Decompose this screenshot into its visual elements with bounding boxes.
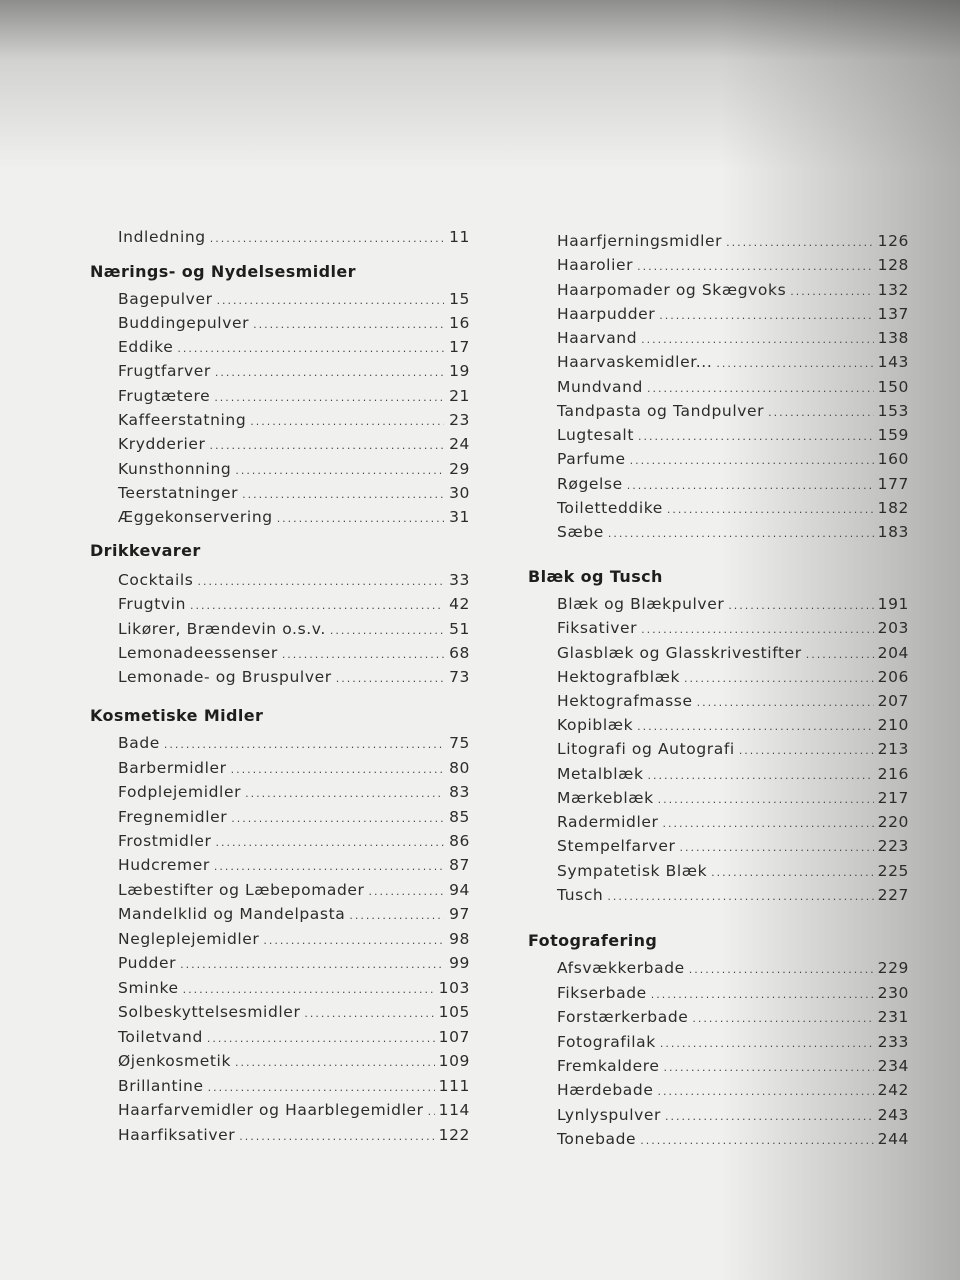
toc-entry	[118, 1052, 470, 1070]
leader-dots	[664, 1061, 874, 1074]
entry-label: Likører, Brændevin o.s.v.	[118, 620, 326, 638]
leader-dots	[214, 860, 444, 873]
leader-dots	[207, 1032, 435, 1045]
leader-dots	[768, 406, 873, 419]
toc-entry	[557, 1008, 909, 1026]
leader-dots	[235, 464, 444, 477]
leader-dots	[250, 415, 444, 428]
entry-label: Haarvaskemidler...	[557, 353, 713, 371]
entry-page: 138	[877, 329, 909, 347]
entry-label: Øjenkosmetik	[118, 1052, 232, 1070]
toc-entry	[557, 886, 909, 904]
toc-entry	[118, 930, 470, 948]
leader-dots	[282, 648, 444, 661]
leader-dots	[277, 512, 444, 525]
toc-entry	[557, 1081, 909, 1099]
leader-dots	[662, 817, 873, 830]
toc-entry	[118, 362, 470, 380]
entry-page: 122	[438, 1126, 470, 1144]
toc-entry	[118, 881, 470, 899]
toc-entry	[557, 1057, 909, 1075]
entry-label: Hærdebade	[557, 1081, 654, 1099]
entry-page: 216	[877, 765, 909, 783]
toc-entry	[118, 1126, 470, 1144]
leader-dots	[242, 488, 444, 501]
toc-entry	[557, 426, 909, 444]
entry-label: Fotografilak	[557, 1033, 656, 1051]
entry-label: Afsvækkerbade	[557, 959, 685, 977]
entry-label: Radermidler	[557, 813, 659, 831]
toc-entry	[557, 305, 909, 323]
toc-entry	[557, 1130, 909, 1148]
toc-entry	[118, 290, 470, 308]
entry-page: 230	[877, 984, 909, 1002]
leader-dots	[208, 1081, 435, 1094]
toc-entry	[118, 759, 470, 777]
leader-dots	[215, 366, 444, 379]
entry-label: Eddike	[118, 338, 174, 356]
entry-label: Lemonade- og Bruspulver	[118, 668, 332, 686]
leader-dots	[667, 503, 874, 516]
entry-label: Barbermidler	[118, 759, 227, 777]
leader-dots	[689, 963, 874, 976]
leader-dots	[630, 454, 874, 467]
entry-label: Bade	[118, 734, 160, 752]
entry-label: Mundvand	[557, 378, 643, 396]
entry-page: 30	[449, 484, 470, 502]
entry-page: 153	[877, 402, 909, 420]
leader-dots	[607, 890, 873, 903]
toc-entry	[118, 338, 470, 356]
toc-entry	[557, 256, 909, 274]
toc-entry	[118, 508, 470, 526]
leader-dots	[739, 744, 874, 757]
entry-page: 234	[877, 1057, 909, 1075]
leader-dots	[790, 285, 873, 298]
entry-page: 15	[449, 290, 470, 308]
toc-entry	[118, 387, 470, 405]
toc-entry	[557, 1106, 909, 1124]
entry-label: Fregnemidler	[118, 808, 228, 826]
entry-label: Sæbe	[557, 523, 604, 541]
toc-entry	[557, 475, 909, 493]
leader-dots	[692, 1012, 873, 1025]
toc-entry	[557, 959, 909, 977]
entry-page: 114	[438, 1101, 470, 1119]
entry-page: 177	[877, 475, 909, 493]
leader-dots	[253, 318, 444, 331]
leader-dots	[658, 793, 874, 806]
entry-label: Frugtvin	[118, 595, 187, 613]
leader-dots	[164, 738, 444, 751]
toc-entry	[557, 740, 909, 758]
entry-label: Æggekonservering	[118, 508, 273, 526]
leader-dots	[726, 236, 873, 249]
entry-page: 94	[449, 881, 470, 899]
entry-label: Lugtesalt	[557, 426, 634, 444]
entry-page: 137	[877, 305, 909, 323]
entry-label: Røgelse	[557, 475, 623, 493]
toc-entry	[118, 460, 470, 478]
entry-label: Fikserbade	[557, 984, 647, 1002]
toc-entry	[557, 765, 909, 783]
entry-page: 86	[449, 832, 470, 850]
leader-dots	[608, 527, 874, 540]
entry-page: 207	[877, 692, 909, 710]
entry-page: 225	[877, 862, 909, 880]
entry-page: 98	[449, 930, 470, 948]
leader-dots	[659, 309, 873, 322]
entry-page: 31	[449, 508, 470, 526]
entry-page: 242	[877, 1081, 909, 1099]
entry-page: 103	[438, 979, 470, 997]
toc-entry	[118, 571, 470, 589]
entry-label: Parfume	[557, 450, 626, 468]
leader-dots	[336, 672, 444, 685]
entry-page: 244	[877, 1130, 909, 1148]
section-heading: Fotografering	[528, 931, 658, 950]
entry-page: 223	[877, 837, 909, 855]
toc-entry	[118, 435, 470, 453]
leader-dots	[665, 1110, 874, 1123]
entry-label: Haarfjerningsmidler	[557, 232, 723, 250]
entry-page: 150	[877, 378, 909, 396]
leader-dots	[660, 1037, 874, 1050]
entry-page: 51	[449, 620, 470, 638]
toc-entry	[557, 837, 909, 855]
leader-dots	[231, 763, 444, 776]
entry-label: Cocktails	[118, 571, 194, 589]
leader-dots	[216, 836, 444, 849]
entry-label: Haarfiksativer	[118, 1126, 236, 1144]
entry-page: 85	[449, 808, 470, 826]
entry-page: 220	[877, 813, 909, 831]
entry-page: 33	[449, 571, 470, 589]
toc-entry	[118, 1077, 470, 1095]
toc-entry	[118, 808, 470, 826]
entry-label: Læbestifter og Læbepomader	[118, 881, 365, 899]
leader-dots	[369, 885, 444, 898]
entry-page: 229	[877, 959, 909, 977]
entry-page: 29	[449, 460, 470, 478]
section-heading: Blæk og Tusch	[528, 567, 663, 586]
entry-label: Indledning	[118, 228, 206, 246]
entry-page: 217	[877, 789, 909, 807]
entry-page: 183	[877, 523, 909, 541]
entry-label: Kaffeerstatning	[118, 411, 247, 429]
toc-entry	[557, 644, 909, 662]
leader-dots	[647, 382, 874, 395]
entry-page: 243	[877, 1106, 909, 1124]
toc-entry	[557, 378, 909, 396]
leader-dots	[728, 599, 873, 612]
entry-page: 73	[449, 668, 470, 686]
entry-page: 42	[449, 595, 470, 613]
entry-label: Toiletteddike	[557, 499, 663, 517]
toc-entry	[557, 353, 909, 371]
toc-entry	[557, 668, 909, 686]
leader-dots	[263, 934, 444, 947]
entry-label: Mærkeblæk	[557, 789, 654, 807]
entry-label: Fiksativer	[557, 619, 638, 637]
leader-dots	[657, 1085, 873, 1098]
entry-page: 109	[438, 1052, 470, 1070]
entry-page: 80	[449, 759, 470, 777]
toc-entry	[557, 281, 909, 299]
leader-dots	[641, 333, 873, 346]
entry-page: 87	[449, 856, 470, 874]
toc-entry	[118, 314, 470, 332]
entry-page: 16	[449, 314, 470, 332]
entry-label: Tusch	[557, 886, 604, 904]
entry-page: 231	[877, 1008, 909, 1026]
leader-dots	[638, 430, 874, 443]
toc-entry	[557, 692, 909, 710]
toc-entry	[557, 523, 909, 541]
entry-label: Krydderier	[118, 435, 206, 453]
entry-label: Bagepulver	[118, 290, 213, 308]
toc-entry	[118, 1028, 470, 1046]
entry-page: 132	[877, 281, 909, 299]
leader-dots	[684, 672, 874, 685]
entry-label: Tandpasta og Tandpulver	[557, 402, 765, 420]
toc-entry	[557, 232, 909, 250]
toc-entry	[118, 668, 470, 686]
entry-page: 21	[449, 387, 470, 405]
entry-label: Buddingepulver	[118, 314, 250, 332]
entry-page: 213	[877, 740, 909, 758]
entry-label: Sympatetisk Blæk	[557, 862, 708, 880]
leader-dots	[627, 479, 874, 492]
entry-page: 83	[449, 783, 470, 801]
entry-label: Haarfarvemidler og Haarblegemidler	[118, 1101, 424, 1119]
toc-entry	[118, 979, 470, 997]
entry-page: 203	[877, 619, 909, 637]
leader-dots	[245, 787, 444, 800]
entry-page: 160	[877, 450, 909, 468]
entry-page: 206	[877, 668, 909, 686]
entry-page: 17	[449, 338, 470, 356]
toc-entry	[118, 411, 470, 429]
leader-dots	[235, 1056, 435, 1069]
entry-label: Tonebade	[557, 1130, 637, 1148]
entry-page: 182	[877, 499, 909, 517]
entry-label: Kunsthonning	[118, 460, 232, 478]
entry-page: 99	[449, 954, 470, 972]
entry-label: Mandelklid og Mandelpasta	[118, 905, 346, 923]
toc-entry	[118, 905, 470, 923]
entry-label: Forstærkerbade	[557, 1008, 689, 1026]
entry-label: Hektografblæk	[557, 668, 681, 686]
leader-dots	[640, 1134, 873, 1147]
leader-dots	[180, 958, 444, 971]
entry-label: Litografi og Autografi	[557, 740, 735, 758]
toc-entry	[557, 595, 909, 613]
entry-label: Frostmidler	[118, 832, 212, 850]
entry-page: 24	[449, 435, 470, 453]
entry-page: 233	[877, 1033, 909, 1051]
leader-dots	[697, 696, 874, 709]
entry-label: Hektografmasse	[557, 692, 693, 710]
toc-entry	[557, 862, 909, 880]
entry-page: 68	[449, 644, 470, 662]
entry-page: 210	[877, 716, 909, 734]
leader-dots	[183, 983, 435, 996]
toc-entry	[118, 783, 470, 801]
entry-page: 23	[449, 411, 470, 429]
leader-dots	[651, 988, 874, 1001]
entry-page: 19	[449, 362, 470, 380]
entry-label: Blæk og Blækpulver	[557, 595, 725, 613]
toc-entry	[557, 499, 909, 517]
toc-entry	[557, 450, 909, 468]
toc-entry	[118, 228, 470, 246]
entry-label: Fodplejemidler	[118, 783, 242, 801]
leader-dots	[214, 391, 444, 404]
entry-label: Haarpudder	[557, 305, 656, 323]
entry-page: 204	[877, 644, 909, 662]
toc-entry	[557, 813, 909, 831]
toc-entry	[118, 1003, 470, 1021]
toc-entry	[557, 789, 909, 807]
toc-entry	[118, 954, 470, 972]
leader-dots	[349, 909, 444, 922]
entry-label: Haarpomader og Skægvoks	[557, 281, 787, 299]
leader-dots	[679, 841, 873, 854]
entry-label: Hudcremer	[118, 856, 210, 874]
leader-dots	[637, 260, 874, 273]
toc-entry	[557, 329, 909, 347]
entry-page: 159	[877, 426, 909, 444]
entry-page: 75	[449, 734, 470, 752]
leader-dots	[304, 1007, 434, 1020]
entry-label: Fremkaldere	[557, 1057, 660, 1075]
toc-entry	[557, 619, 909, 637]
entry-page: 227	[877, 886, 909, 904]
entry-page: 11	[449, 228, 470, 246]
leader-dots	[210, 439, 444, 452]
entry-label: Negleplejemidler	[118, 930, 260, 948]
leader-dots	[210, 232, 444, 245]
toc-entry	[557, 716, 909, 734]
toc-entry	[118, 644, 470, 662]
entry-label: Haarvand	[557, 329, 638, 347]
entry-label: Stempelfarver	[557, 837, 676, 855]
entry-page: 126	[877, 232, 909, 250]
entry-page: 105	[438, 1003, 470, 1021]
leader-dots	[637, 720, 873, 733]
leader-dots	[428, 1105, 435, 1118]
toc-entry	[557, 984, 909, 1002]
entry-page: 107	[438, 1028, 470, 1046]
leader-dots	[239, 1130, 434, 1143]
leader-dots	[716, 357, 873, 370]
toc-entry	[118, 620, 470, 638]
entry-label: Frugtfarver	[118, 362, 211, 380]
entry-page: 111	[438, 1077, 470, 1095]
leader-dots	[711, 866, 873, 879]
leader-dots	[231, 812, 444, 825]
entry-label: Pudder	[118, 954, 177, 972]
entry-label: Toiletvand	[118, 1028, 203, 1046]
toc-entry	[557, 1033, 909, 1051]
toc-entry	[118, 484, 470, 502]
leader-dots	[177, 342, 444, 355]
section-heading: Kosmetiske Midler	[90, 706, 264, 725]
entry-label: Brillantine	[118, 1077, 204, 1095]
entry-page: 143	[877, 353, 909, 371]
entry-label: Solbeskyttelsesmidler	[118, 1003, 301, 1021]
toc-entry	[118, 734, 470, 752]
toc-entry	[557, 402, 909, 420]
leader-dots	[217, 294, 444, 307]
entry-label: Frugtætere	[118, 387, 211, 405]
entry-label: Metalblæk	[557, 765, 644, 783]
entry-page: 128	[877, 256, 909, 274]
entry-label: Lemonadeessenser	[118, 644, 278, 662]
toc-entry	[118, 595, 470, 613]
entry-label: Kopiblæk	[557, 716, 634, 734]
entry-page: 191	[877, 595, 909, 613]
leader-dots	[806, 648, 874, 661]
toc-entry	[118, 856, 470, 874]
section-heading: Drikkevarer	[90, 541, 201, 560]
entry-page: 97	[449, 905, 470, 923]
entry-label: Sminke	[118, 979, 179, 997]
entry-label: Teerstatninger	[118, 484, 239, 502]
leader-dots	[648, 769, 874, 782]
toc-entry	[118, 1101, 470, 1119]
leader-dots	[197, 575, 444, 588]
entry-label: Glasblæk og Glasskrivestifter	[557, 644, 802, 662]
toc-entry	[118, 832, 470, 850]
leader-dots	[330, 624, 444, 637]
entry-label: Lynlyspulver	[557, 1106, 662, 1124]
leader-dots	[190, 599, 444, 612]
leader-dots	[641, 623, 874, 636]
section-heading: Nærings- og Nydelsesmidler	[90, 262, 356, 281]
entry-label: Haarolier	[557, 256, 634, 274]
